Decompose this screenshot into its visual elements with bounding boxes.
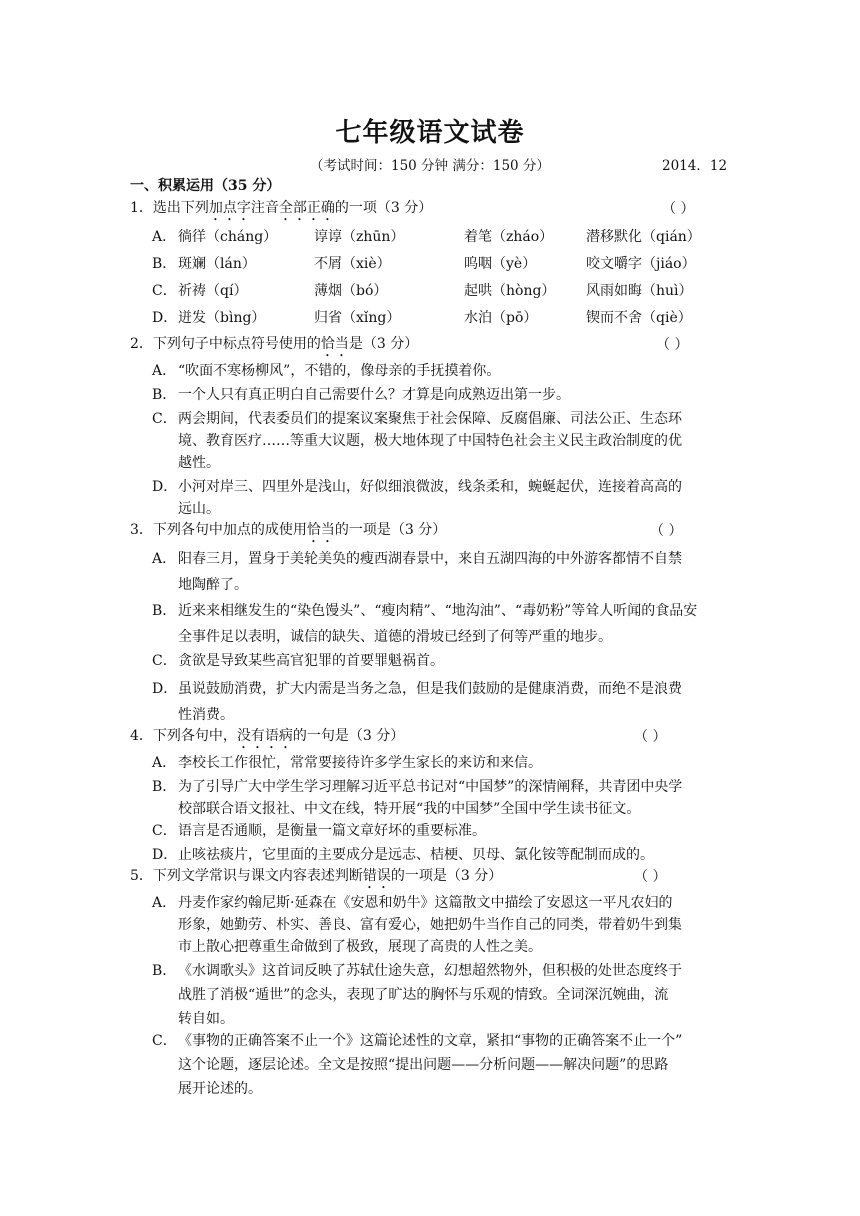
option-label: C． <box>152 283 177 299</box>
option-text: 战胜了消极“遁世”的念头，表现了旷达的胸怀与乐观的情致。全词深沉婉曲，流 <box>178 987 669 1003</box>
option-label: C． <box>152 823 177 839</box>
stem-emphasis: 恰当 <box>320 336 349 352</box>
option-label: A． <box>152 551 177 567</box>
option-label: B． <box>152 256 177 272</box>
option-text: 虽说鼓励消费，扩大内需是当务之急，但是我们鼓励的是健康消费，而绝不是浪费 <box>178 681 682 697</box>
option-text: 这个论题，逐层论述。全文是按照“提出问题——分析问题——解决问题”的思路 <box>178 1057 669 1073</box>
page-title: 七年级语文试卷 <box>335 118 525 148</box>
option-text: 转自如。 <box>178 1011 234 1027</box>
option-text: 两会期间，代表委员们的提案议案聚焦于社会保障、反腐倡廉、司法公正、生态环 <box>178 411 682 427</box>
stem-text: 的一项是（3 分） <box>334 522 447 538</box>
stem-emphasis: 没有语病 <box>236 728 293 744</box>
stem-text: 4．下列各句中， <box>130 728 237 744</box>
option-label: B． <box>152 603 177 619</box>
answer-blank[interactable]: （ ） <box>634 729 667 745</box>
question-4-stem <box>130 726 404 752</box>
option-item: 呜咽（yè） <box>464 256 537 272</box>
option-label: A． <box>152 755 177 771</box>
option-text: 阳春三月，置身于美轮美奂的瘦西湖春景中，来自五湖四海的中外游客都情不自禁 <box>178 551 682 567</box>
option-label: B． <box>152 963 177 979</box>
option-label: C． <box>152 1033 177 1049</box>
exam-info: （考试时间：150 分钟 满分：150 分） <box>310 158 550 174</box>
question-1-stem <box>130 198 432 224</box>
option-item: 不屑（xiè） <box>314 256 391 272</box>
option-item: 祈祷（qí） <box>178 283 248 299</box>
option-text: 止咳祛痰片，它里面的主要成分是远志、桔梗、贝母、氯化铵等配制而成的。 <box>178 847 654 863</box>
option-label: D． <box>152 681 178 697</box>
option-label: A． <box>152 229 177 245</box>
option-text: 《事物的正确答案不止一个》这篇论述性的文章，紧扣“事物的正确答案不止一个” <box>178 1033 683 1049</box>
option-text: 小河对岸三、四里外是浅山，好似细浪微波，线条柔和，蜿蜒起伏，连接着高高的 <box>178 479 682 495</box>
option-text: 形象，她勤劳、朴实、善良、富有爱心，她把奶牛当作自己的同类，带着奶牛到集 <box>178 917 682 933</box>
option-item: 徜徉（cháng） <box>178 229 278 245</box>
option-item: 潜移默化（qián） <box>586 229 701 245</box>
option-text: 李校长工作很忙，常常要接待许多学生家长的来访和来信。 <box>178 755 542 771</box>
option-text: 丹麦作家约翰尼斯·延森在《安恩和奶牛》这篇散文中描绘了安恩这一平凡农妇的 <box>178 895 673 911</box>
stem-text: 5．下列文学常识与课文内容表述判断 <box>130 868 363 884</box>
option-item: 水泊（pō） <box>464 310 538 326</box>
option-item: 谆谆（zhūn） <box>314 229 405 245</box>
stem-emphasis: 全部正确 <box>278 200 335 216</box>
stem-text: 的一项是（3 分） <box>390 868 503 884</box>
option-label: C． <box>152 653 177 669</box>
stem-text: 的一句是（3 分） <box>292 728 405 744</box>
option-text: 语言是否通顺，是衡量一篇文章好坏的重要标准。 <box>178 823 486 839</box>
stem-text: 是（3 分） <box>348 336 419 352</box>
option-item: 锲而不舍（qiè） <box>586 310 692 326</box>
option-text: 一个人只有真正明白自己需要什么？才算是向成熟迈出第一步。 <box>178 387 570 403</box>
option-label: B． <box>152 387 177 403</box>
option-item: 咬文嚼字（jiáo） <box>586 256 696 272</box>
option-text: 越性。 <box>178 455 220 471</box>
question-3-stem <box>130 520 446 546</box>
option-text: 《水调歌头》这首词反映了苏轼仕途失意，幻想超然物外，但积极的处世态度终于 <box>178 963 682 979</box>
option-item: 斑斓（lán） <box>178 256 256 272</box>
answer-blank[interactable]: （ ） <box>650 523 683 539</box>
stem-text: 注音 <box>250 200 279 216</box>
option-text: 贪欲是导致某些高官犯罪的首要罪魁祸首。 <box>178 653 444 669</box>
option-label: C． <box>152 411 177 427</box>
section-heading: 一、积累运用（35 分） <box>130 178 281 194</box>
option-label: D． <box>152 847 178 863</box>
answer-blank[interactable]: （ ） <box>634 869 667 885</box>
stem-text: 的一项（3 分） <box>334 200 433 216</box>
option-item: 迸发（bìng） <box>178 310 266 326</box>
question-5-stem <box>130 866 502 892</box>
option-item: 起哄（hòng） <box>464 283 556 299</box>
stem-text: 2．下列句子中标点符号使用的 <box>130 336 321 352</box>
option-item: 归省（xǐng） <box>314 310 401 326</box>
option-label: A． <box>152 363 177 379</box>
option-label: D． <box>152 479 178 495</box>
answer-blank[interactable]: （ ） <box>656 337 689 353</box>
option-text: 市上散心把尊重生命做到了极致，展现了高贵的人性之美。 <box>178 939 542 955</box>
option-text: 性消费。 <box>178 707 234 723</box>
option-text: “吹面不寒杨柳风”，不错的，像母亲的手抚摸着你。 <box>178 363 501 379</box>
answer-blank[interactable]: （ ） <box>662 201 695 217</box>
option-label: D． <box>152 310 178 326</box>
stem-emphasis: 错误 <box>362 868 391 884</box>
option-text: 全事件足以表明，诚信的缺失、道德的滑坡已经到了何等严重的地步。 <box>178 629 612 645</box>
stem-text: 3．下列各句中加点的成使用 <box>130 522 307 538</box>
exam-date: 2014．12 <box>662 158 728 174</box>
option-text: 远山。 <box>178 501 220 517</box>
option-text: 展开论述的。 <box>178 1081 262 1097</box>
option-item: 薄烟（bó） <box>314 283 388 299</box>
option-text: 近来来相继发生的“染色馒头”、“瘦肉精”、“地沟油”、“毒奶粉”等耸人听闻的食品安 <box>178 603 698 619</box>
option-label: B． <box>152 779 177 795</box>
stem-text: 1．选出下列 <box>130 200 209 216</box>
option-text: 校部联合语文报社、中文在线，特开展“我的中国梦”全国中学生读书征文。 <box>178 801 641 817</box>
option-item: 风雨如晦（huì） <box>586 283 693 299</box>
option-item: 着笔（zháo） <box>464 229 554 245</box>
stem-emphasis: 加点字 <box>208 200 251 216</box>
option-label: A． <box>152 895 177 911</box>
question-2-stem <box>130 334 418 360</box>
stem-emphasis: 恰当 <box>306 522 335 538</box>
option-text: 地陶醉了。 <box>178 577 248 593</box>
option-text: 为了引导广大中学生学习理解习近平总书记对“中国梦”的深情阐释，共青团中央学 <box>178 779 683 795</box>
option-text: 境、教育医疗……等重大议题，极大地体现了中国特色社会主义民主政治制度的优 <box>178 433 682 449</box>
